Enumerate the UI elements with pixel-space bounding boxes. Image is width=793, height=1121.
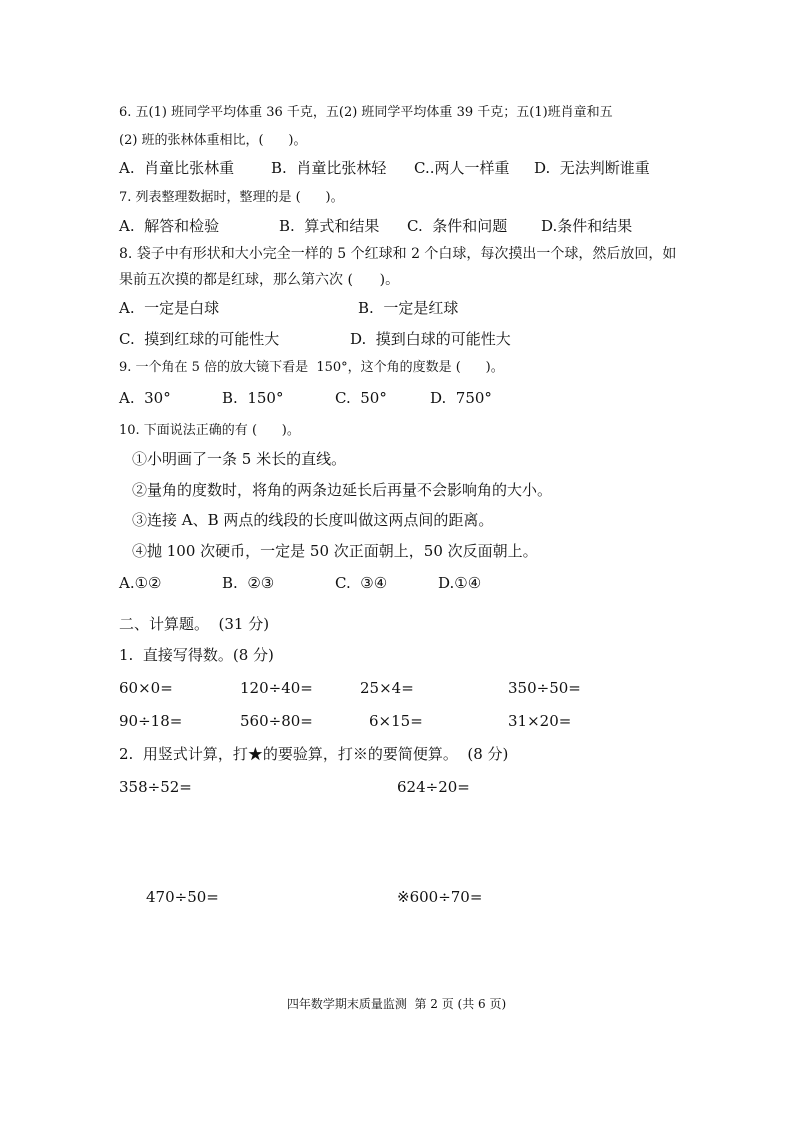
problem-2-title: 2. 用竖式计算，打★的要验算，打※的要简便算。 (8 分) (119, 745, 509, 763)
oral-calc-item: 120÷40= (240, 679, 313, 697)
q8-option-a: A. 一定是白球 (119, 299, 220, 317)
q9-option-b: B. 150° (222, 389, 284, 407)
q8-option-d: D. 摸到白球的可能性大 (350, 330, 511, 348)
q10-option-a: A.①② (119, 574, 162, 592)
oral-calc-item: 560÷80= (240, 712, 313, 730)
q7-option-c: C. 条件和问题 (407, 217, 508, 235)
q9-stem: 9. 一个角在 5 倍的放大镜下看是 150°，这个角的度数是 ( )。 (119, 360, 504, 375)
q10-option-d: D.①④ (438, 574, 482, 592)
q10-option-b: B. ②③ (222, 574, 275, 592)
q10-statement-3: ③连接 A、B 两点的线段的长度叫做这两点间的距离。 (132, 511, 494, 529)
q7-stem: 7. 列表整理数据时，整理的是 ( )。 (119, 190, 344, 205)
q8-stem-line1: 8. 袋子中有形状和大小完全一样的 5 个红球和 2 个白球，每次摸出一个球，然后放回，如 (119, 246, 677, 262)
oral-calc-item: 25×4= (360, 679, 414, 697)
oral-calc-item: 6×15= (369, 712, 423, 730)
q6-option-c: C..两人一样重 (414, 159, 510, 177)
q8-option-c: C. 摸到红球的可能性大 (119, 330, 280, 348)
vertical-calc-item: 358÷52= (119, 778, 192, 796)
q7-option-b: B. 算式和结果 (279, 217, 380, 235)
q9-option-d: D. 750° (430, 389, 492, 407)
vertical-calc-item: 624÷20= (397, 778, 470, 796)
q6-stem-line2: (2) 班的张林体重相比，( )。 (119, 133, 307, 148)
problem-1-title: 1. 直接写得数。(8 分) (119, 646, 274, 664)
oral-calc-item: 31×20= (508, 712, 572, 730)
q10-statement-2: ②量角的度数时，将角的两条边延长后再量不会影响角的大小。 (132, 481, 553, 499)
q10-stem: 10. 下面说法正确的有 ( )。 (119, 423, 300, 438)
oral-calc-item: 60×0= (119, 679, 173, 697)
q9-option-c: C. 50° (335, 389, 387, 407)
q8-stem-line2: 果前五次摸的都是红球，那么第六次 ( )。 (119, 272, 400, 288)
section-2-title: 二、计算题。 (31 分) (119, 615, 270, 633)
q6-option-a: A. 肖童比张林重 (119, 159, 235, 177)
q9-option-a: A. 30° (119, 389, 171, 407)
vertical-calc-item: 470÷50= (146, 888, 219, 906)
q8-option-b: B. 一定是红球 (358, 299, 459, 317)
q10-statement-4: ④抛 100 次硬币，一定是 50 次正面朝上，50 次反面朝上。 (132, 542, 538, 560)
oral-calc-item: 350÷50= (508, 679, 581, 697)
page-footer: 四年数学期末质量监测 第 2 页 (共 6 页) (286, 997, 507, 1011)
q6-stem-line1: 6. 五(1) 班同学平均体重 36 千克，五(2) 班同学平均体重 39 千克；五(1)班肖童和五 (119, 105, 613, 120)
q10-option-c: C. ③④ (335, 574, 388, 592)
q10-statement-1: ①小明画了一条 5 米长的直线。 (132, 450, 347, 468)
oral-calc-item: 90÷18= (119, 712, 183, 730)
q6-option-d: D. 无法判断谁重 (534, 159, 650, 177)
vertical-calc-item: ※600÷70= (397, 888, 483, 906)
q7-option-d: D.条件和结果 (541, 217, 633, 235)
q6-option-b: B. 肖童比张林轻 (271, 159, 387, 177)
q7-option-a: A. 解答和检验 (119, 217, 220, 235)
